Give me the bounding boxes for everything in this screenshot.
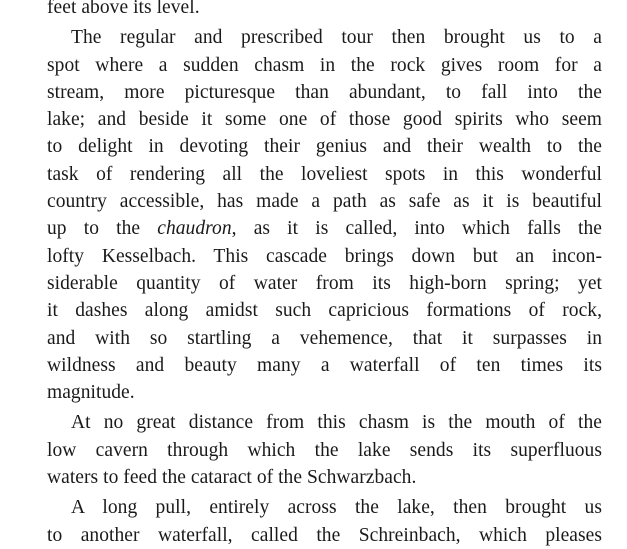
text-segment: to another waterfall, called the Schreinbach, which pleases — [47, 524, 602, 546]
text-line — [47, 243, 602, 270]
text-line — [47, 188, 602, 215]
text-line — [47, 297, 602, 324]
text-segment: low cavern through which the lake sends its superfluous — [47, 439, 602, 461]
text-segment: lofty Kesselbach. This cascade brings down but an incon- — [47, 245, 602, 267]
text-line — [47, 52, 602, 79]
text-segment: The regular and prescribed tour then brought us to a — [71, 27, 602, 49]
paragraph — [47, 0, 602, 21]
text-line — [47, 106, 602, 133]
text-line — [47, 522, 602, 549]
text-line — [47, 325, 602, 352]
text-line — [47, 464, 602, 491]
text-segment: , as it is called, into which falls the — [231, 218, 602, 240]
text-segment: stream, more picturesque than abundant, to fall into the — [47, 81, 602, 103]
text-line — [47, 79, 602, 106]
text-line — [47, 379, 602, 406]
text-segment: waters to feed the cataract of the Schwarzbach. — [47, 467, 417, 489]
text-line — [47, 133, 602, 160]
text-line — [47, 161, 602, 188]
text-segment: magnitude. — [47, 382, 135, 404]
text-segment: siderable quantity of water from its high-born spring; yet — [47, 272, 602, 294]
text-segment: At no great distance from this chasm is the mouth of the — [71, 412, 602, 434]
text-line — [47, 24, 602, 51]
text-line — [47, 437, 602, 464]
text-line — [47, 409, 602, 436]
text-segment: country accessible, has made a path as safe as it is beautiful — [47, 191, 602, 213]
text-segment: and with so startling a vehemence, that it surpasses in — [47, 327, 602, 349]
paragraph — [47, 409, 602, 491]
text-segment: it dashes along amidst such capricious formations of rock, — [47, 300, 602, 322]
text-segment: spot where a sudden chasm in the rock gives room for a — [47, 54, 602, 76]
text-segment: lake; and beside it some one of those good spirits who seem — [47, 109, 602, 131]
paragraph — [47, 24, 602, 406]
text-segment: wildness and beauty many a waterfall of ten times its — [47, 354, 602, 376]
text-segment: A long pull, entirely across the lake, then brought us — [71, 497, 602, 519]
text-segment: task of rendering all the loveliest spots in this wonderful — [47, 163, 602, 185]
text-line — [47, 352, 602, 379]
text-line — [47, 270, 602, 297]
text-segment: to delight in devoting their genius and their wealth to the — [47, 136, 602, 158]
italic-text: chaudron — [157, 218, 232, 240]
text-line — [47, 0, 602, 21]
document-page — [47, 0, 602, 549]
text-line — [47, 494, 602, 521]
text-line — [47, 215, 602, 242]
text-segment: up to the — [47, 218, 158, 240]
text-segment: feet above its level. — [47, 0, 200, 18]
